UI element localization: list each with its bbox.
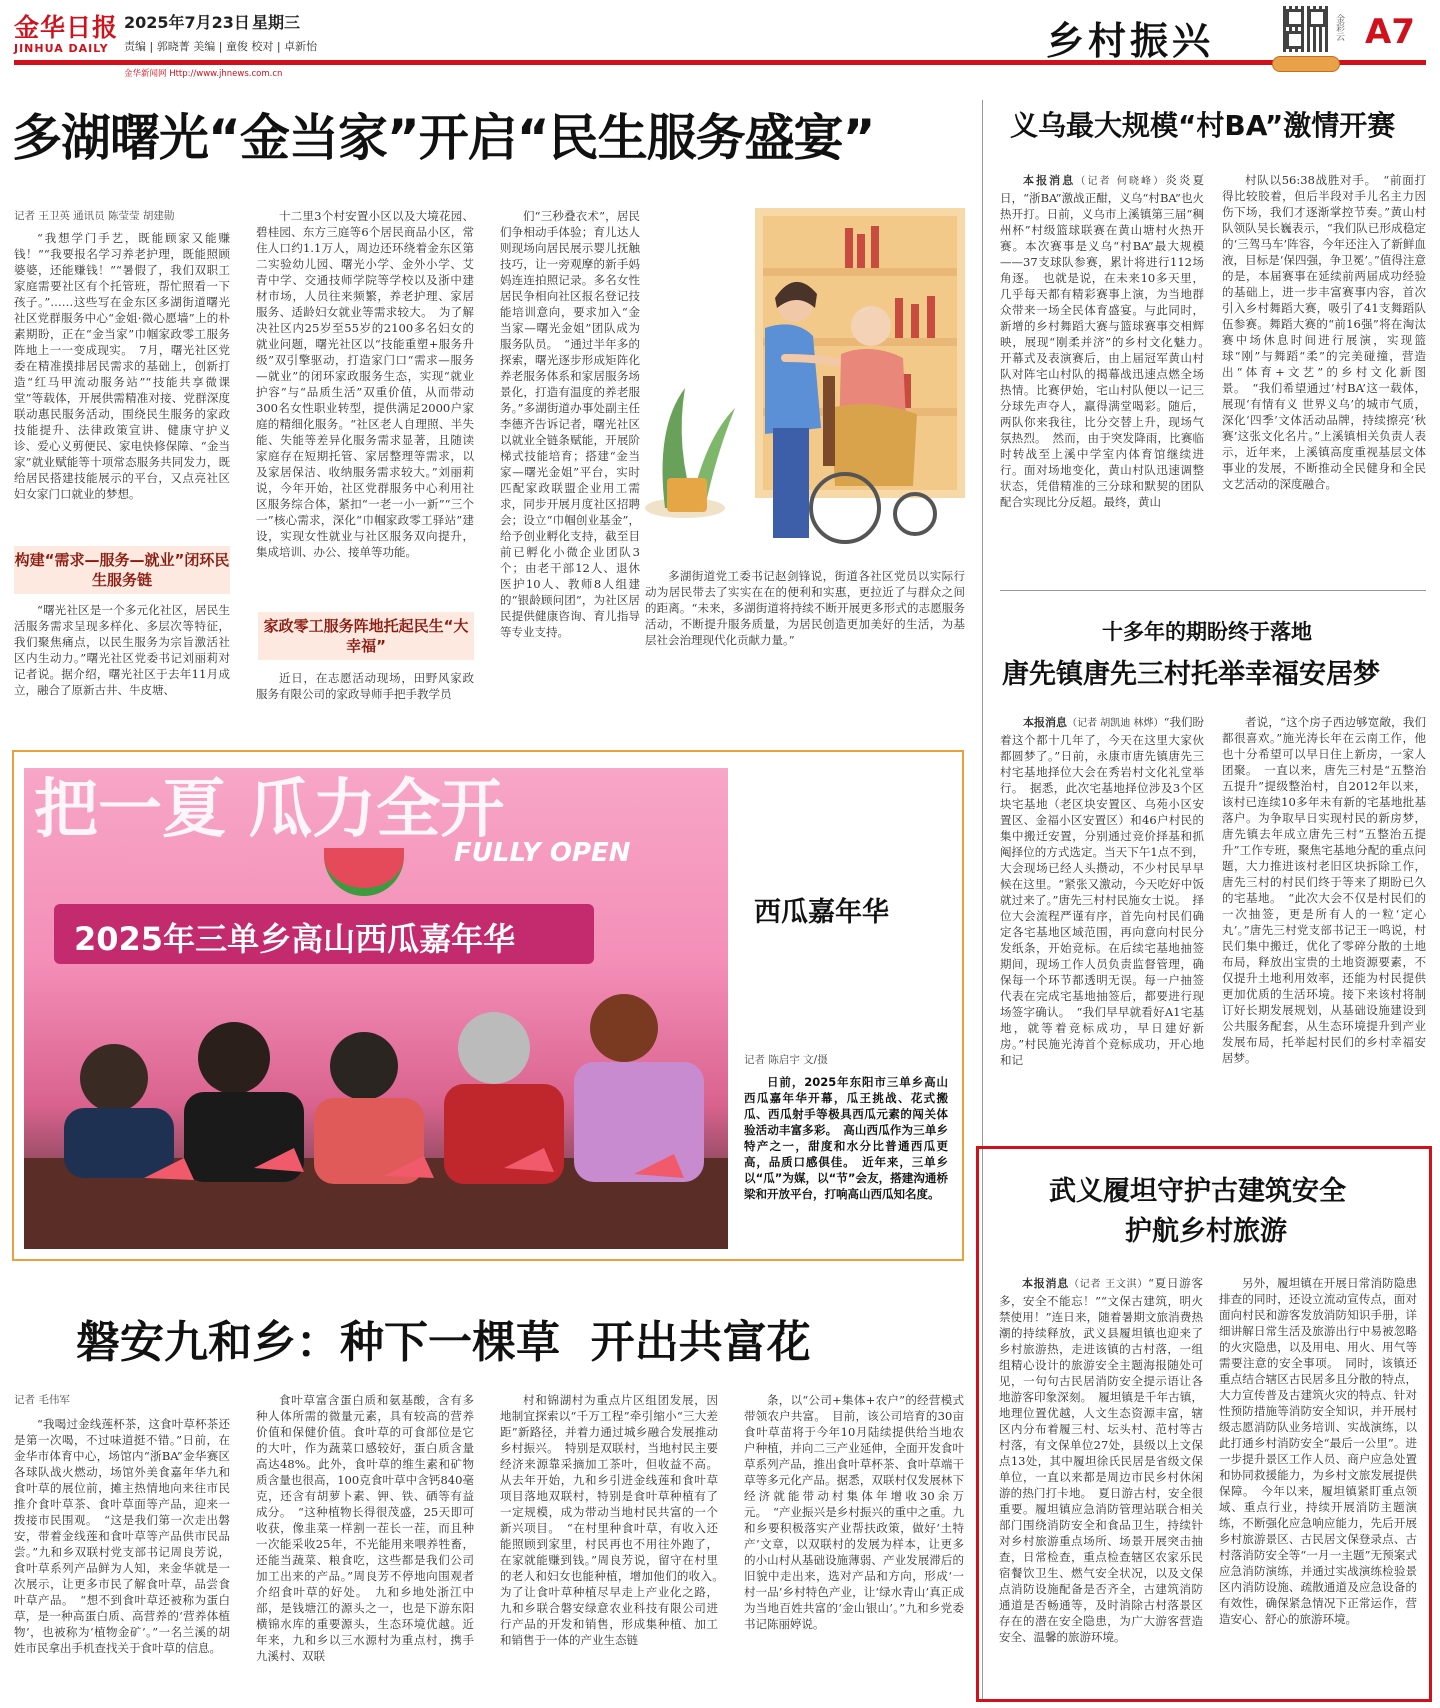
- right-divider-1: [1000, 590, 1426, 591]
- right3-headline-l1: 武义履坦守护古建筑安全: [1049, 1176, 1346, 1207]
- right1-reporter: （记者 何晓峰）: [1075, 176, 1166, 187]
- right1-headline: 义乌最大规模“村BA”激情开赛: [1010, 109, 1396, 142]
- qr-code-icon[interactable]: [1283, 6, 1329, 52]
- right1-col-1: 本报消息（记者 何晓峰）炎炎夏日，“浙BA”激战正酣，义乌“村BA”也火热开打。日前，义乌市上溪镇第三届“稠州杯”村级篮球联赛在黄山塘村火热开赛。本次赛事是义乌“村BA”最大规模——37支球队参赛，累计将进行112场角逐。 也就是说，在未来10多天里，几乎每天都有精彩赛事上演，为当地群众带来一场全民体育盛宴。与此同时，新增的乡村舞蹈大赛与篮球赛事交相辉映，展现“刚柔并济”的乡村文化魅力。 开幕式及表演赛后，由上届冠军黄山村队对阵宅山村队的揭幕战迅速点燃全场热情。比赛伊始，宅山村队便以一记三分球先声夺人，赢得满堂喝彩。随后，两队你来我往，比分交替上升，现场气氛热烈。 然而，由于突发降雨，比赛临时转战至上溪中学室内体育馆继续进行。面对场地变化，黄山村队迅速调整状态，凭借精准的三分球和默契的团队配合实现比分反超。最终，黄山: [1000, 173, 1216, 509]
- photo-box-caption: 日前，2025年东阳市三单乡高山西瓜嘉年华开幕，瓜王挑战、花式搬瓜、西瓜射手等极具西瓜元素的闯关体验活动丰富多彩。 高山西瓜作为三单乡特产之一，甜度和水分比普通西瓜更高，品质口感俱佳。 近年来，三单乡以“瓜”为媒，以“节”会友，搭建沟通桥梁和开放平台，打响高山西瓜知名度。: [744, 1075, 948, 1201]
- right3-headline-l2: 护航乡村旅游: [1125, 1216, 1287, 1247]
- lead-col-1: “我想学门手艺，既能顾家又能赚钱！”“我要报名学习养老护理，既能照顾婆婆，还能赚钱！”“暑假了，我们双职工家庭需要社区有个托管班，帮忙照看一下孩子。”……这些写在金东区多湖街道曙光社区党群服务中心“金姐·微心愿墙”上的朴素期盼，正在“金当家”巾帼家政零工服务阵地上一一变成现实。 7月，曙光社区党委在精准摸排居民需求的基础上，创新打造“红马甲流动服务站”“技能共享微课堂”等载体，开展供需精准对接、党群深度联动惠民服务活动，围绕民生服务的家政技能提升、法律政策宣讲、健康守护义诊、爱心义剪便民、家电快修保障、“金当家”就业赋能等十项常态服务共同发力，既给居民搭建技能展示的平台，又点亮社区妇女家门口就业的梦想。: [14, 231, 230, 501]
- watermelon-slice-icon: [324, 848, 404, 896]
- page-number: A7: [1365, 12, 1415, 52]
- newspaper-logo[interactable]: 金华日报: [14, 13, 119, 42]
- decorative-seal: [1272, 56, 1340, 72]
- photo-crowd: [24, 1008, 728, 1249]
- right2-col-2: 者说，“这个房子西边够宽敞，我们都很喜欢。”施光涛长年在云南工作，他也十分希望可以早日住上新房，一家人团聚。 一直以来，唐先三村是“五整治五提升”提级整治村，自2012年以来，该村已连续10多年未有新的宅基地批基落户。为争取早日实现村民的新房梦，唐先镇去年成立唐先三村“五整治五提升”工作专班，聚焦宅基地分配的重点问题，大力推进该村老旧区块拆除工作，唐先三村的村民们终于等来了期盼已久的宅基地。 “此次大会不仅是村民们的一次抽签，更是所有人的一粒‘定心丸’。”唐先三村党支部书记王一鸣说，村民们集中搬迁，优化了零碎分散的土地布局，释放出宝贵的土地资源要素，不仅提升土地利用效率，还能为村民提供更加优质的生活环境。接下来该村将制订好长期发展规划，从基础设施建设到公共服务配套，从生态环境提升到产业发展布局，托举起村民们的乡村幸福安居梦。: [1222, 715, 1426, 1065]
- elderly-care-illustration: [645, 208, 965, 564]
- right1-col-2: 村队以56:38战胜对手。 “前面打得比较胶着，但后半段对手儿名主力因伤下场，我们才逐渐掌控节奏。”黄山村队领队吴长巍表示，“我们队已形成稳定的‘三驾马车’阵容，今年还注入了新鲜血液，目标是‘保四强，争卫冕’。”值得注意的是，本届赛事在延续前两届成功经验的基础上，进一步丰富赛事内容，首次引入乡村舞蹈大赛，吸引了41支舞蹈队伍参赛。舞蹈大赛的“前16强”将在淘汰赛中场休息时间进行展演，实现篮球“刚”与舞蹈“柔”的完美碰撞，营造出“体育+文艺”的乡村文化新图景。 “我们希望通过‘村BA’这一载体，展现‘有情有义 世界义乌’的城市气质，深化‘四季’文体活动品牌，持续擦亮‘秋赛’这张文化名片。”上溪镇相关负责人表示，近年来，上溪镇高度重视基层文体事业的发展，不断推动全民健身和全民文艺活动的深度融合。: [1222, 173, 1426, 491]
- bottom-col-4: 条，以“公司+集体+农户”的经营模式带领农户共富。 目前，该公司培育的30亩食叶草苗将于今年10月陆续提供给当地农户种植，并向二三产业延伸，全面开发食叶草系列产品，推出食叶草杯茶、食叶草端干草等多元化产品。据悉，双联村仅发展林下经济就能带动村集体年增收30余万元。 “产业振兴是乡村振兴的重中之重。九和乡要积极落实产业帮扶政策，做好‘土特产’文章，以双联村的发展为样本，让更多的小山村从基础设施薄弱、产业发展滞后的旧貌中走出来，选对产品和方向，形成‘一村一品’乡村特色产业，让‘绿水青山’真正成为当地百姓共富的‘金山银山’。”九和乡党委书记陈丽婷说。: [744, 1393, 964, 1631]
- photo-banner-top: 把一夏 瓜力全开: [34, 773, 505, 847]
- website-link[interactable]: 金华新闻网 Http://www.jhnews.com.cn: [124, 69, 283, 79]
- right3-col-1: 本报消息（记者 王文淇）“夏日游客多，安全不能忘！”“文保古建筑，明火禁使用！”连日来，随着暑期文旅消费热潮的持续释放，武义县履坦镇也迎来了乡村旅游热，走进该镇的古村落，一组组精心设计的旅游安全主题海报随处可见，一句句古民居消防安全提示语让各地游客印象深刻。 履坦镇是千年古镇，地理位置优越，人文生态资源丰富，辖区内分布着履三村、坛头村、范村等古村落，有文保单位27处，县级以上文保点13处，其中履坦徐氏民居是省级文保单位，一直以来都是周边市民乡村休闲游的热门打卡地。 夏日游古村，安全很重要。履坦镇应急消防管理站联合相关部门围绕消防安全和食品卫生，持续针对乡村旅游重点场所、场景开展突击抽查，日常检查，重点检查辖区农家乐民宿餐饮卫生、燃气安全状况，以及文保点消防设施配备是否齐全，古建筑消防通道是否畅通等，及时消除古村落景区存在的潜在安全隐患，为广大游客营造安全、温馨的旅游环境。: [999, 1276, 1203, 1644]
- red-rule: [14, 60, 1426, 65]
- lead-col-3: 们“三秒叠衣术”，居民们争相动手体验；育儿达人则现场向居民展示婴儿抚触技巧，让一旁观摩的新手妈妈连连拍照记录。多名女性居民争相向社区报名登记技能培训意向，要求加入“金当家—曙光金姐”团队成为服务队员。 “通过半年多的探索，曙光逐步形成矩阵化养老服务体系和家居服务场景化，打造有温度的养老服务。”多湖街道办事处副主任李德齐告诉记者，曙光社区以就业全链条赋能，开展阶梯式技能培育；搭建“金当家—曙光金姐”平台，实时匹配家政联盟企业用工需求，同步开展月度社区招聘会；设立“巾帼创业基金”，给予创业孵化支持，截至目前已孵化小微企业团队3个；由老干部12人、退休医护10人、教师8人组建的“银龄顾问团”，为社区居民提供健康咨询、育儿指导等专业支持。: [500, 209, 640, 639]
- photo-box-byline: 记者 陈启宇 文/摄: [744, 1054, 828, 1066]
- watermelon-festival-photo[interactable]: [24, 768, 728, 1249]
- qr-label: 金彩云: [1334, 14, 1344, 41]
- lead-subhead-2: 家政零工服务阵地托起民生“大幸福”: [258, 612, 474, 660]
- lead-byline: 记者 王卫英 通讯员 陈莹莹 胡建勋: [14, 210, 175, 222]
- photo-banner: 2025年三单乡高山西瓜嘉年华: [54, 904, 594, 964]
- right2-col-1: 本报消息（记者 胡凯迪 林烨）“我们盼着这个都十几年了，今天在这里大家伙都圆梦了。”日前，永康市唐先镇唐先三村宅基地择位大会在秀岩村文化礼堂举行。 据悉，此次宅基地择位涉及3个区块宅基地（老区块安置区、乌苑小区安置区、金福小区安置区）和46户村民的集中搬迁安置，分别通过竞价择基和抓阄择位的方式选定。当天下午1点不到，大会现场已经人头攒动，不少村民早早候在这里。“紧张又激动，今天吃好中饭就过来了。”唐先三村村民施女士说。 择位大会流程严谨有序，首先向村民们确定各宅基地区域范围，再向意向村民分发纸条，开始竞标。在后续宅基地抽签期间，现场工作人员负责监督管理，确保每一个环节都透明无误。每一户抽签代表在完成宅基地抽签后，都要进行现场签字确认。 “我们早早就看好A1宅基地，就等着竞标成功，早日建好新房。”村民施光涛首个竞标成功，开心地和记: [1000, 715, 1204, 1067]
- bottom-byline: 记者 毛伟军: [14, 1394, 70, 1406]
- section-title: 乡村振兴: [1046, 19, 1215, 63]
- issue-weekday: 星期三: [252, 13, 301, 32]
- lead-col-4: 多湖街道党工委书记赵剑锋说，街道各社区党员以实际行动为居民带去了实实在在的便利和实惠，更拉近了与群众之间的距离。“未来，多湖街道将持续不断开展更多形式的志愿服务活动，不断提升服务质量，为居民创造更加美好的生活，为基层社会治理现代化贡献力量。”: [645, 569, 965, 647]
- right3-col-2: 另外，履坦镇在开展日常消防隐患排查的同时，还设立流动宣传点，面对面向村民和游客发放消防知识手册，详细讲解日常生活及旅游出行中易被忽略的火灾隐患，以及用电、用火、用气等需要注意的安全事项。 同时，该镇还重点结合辖区古民居多且分散的特点，大力宣传普及古建筑火灾的特点、针对性预防措施等消防安全知识，并开展村级志愿消防队业务培训、实战演练，以此打通乡村消防安全“最后一公里”。进一步提升景区工作人员、商户应急处置和协同救援能力，为乡村文旅发展提供保障。 今年以来，履坦镇紧盯重点领域、重点行业，持续开展消防主题演练，不断强化应急响应能力，先后开展乡村旅游景区、古民居文保登录点、古村落消防安全等“一月一主题”无预案式应急消防演练，并通过实战演练检验景区内消防设施、疏散通道及应急设备的有效性，确保紧急情况下正常运作，营造安心、舒心的旅游环境。: [1219, 1276, 1417, 1626]
- bottom-headline: 磐安九和乡：种下一棵草 开出共富花: [76, 1317, 811, 1368]
- watermelon-photo-box: [12, 750, 964, 1261]
- bottom-col-2: 食叶草富含蛋白质和氨基酸，含有多种人体所需的微量元素，具有较高的营养价值和保健价值。食叶草的可食部位是它的大叶，作为蔬菜口感较好，蛋白质含量高达48%。此外，食叶草的维生素和矿物质含量也很高，100克食叶草中含钙840毫克，还含有胡萝卜素、钾、铁、硒等有益成分。 “这种植物长得很茂盛，25天即可收获，像韭菜一样割一茬长一茬，而且种一次能采收25年，不光能用来喂养牲畜，还能当蔬菜、粮食吃，这些都是我们公司加工出来的产品。”周良芳不停地向围观者介绍食叶草的好处。 九和乡地处浙江中部，是钱塘江的源头之一，也是下游东阳横锦水库的重要源头，生态环境优越。近年来，九和乡以三水源村为重点村，携手九溪村、双联: [256, 1393, 474, 1663]
- right2-kicker: 十多年的期盼终于落地: [1102, 620, 1312, 644]
- right3-byline: 本报消息: [1022, 1277, 1069, 1290]
- editor-credits: 责编 | 郭晓菁 美编 | 童俊 校对 | 卓新怡: [124, 40, 318, 53]
- right3-reporter: （记者 王文淇）: [1068, 1279, 1149, 1290]
- right2-headline: 唐先镇唐先三村托举幸福安居梦: [1002, 659, 1380, 690]
- right1-byline: 本报消息: [1023, 174, 1076, 187]
- right-article-3-box: [976, 1146, 1432, 1702]
- lead-subhead-1: 构建“需求—服务—就业”闭环民生服务链: [14, 546, 230, 594]
- photo-fully-open: FULLY OPEN: [454, 838, 631, 868]
- lead-col-2b: 近日，在志愿活动现场，田野风家政服务有限公司的家政导师手把手教学员: [256, 671, 474, 701]
- bottom-col-1: “我喝过金线莲杯茶，这食叶草杯茶还是第一次喝，不过味道挺不错。”日前，在金华市体育中心，场馆内“浙BA”金华赛区各球队战火燃动，场馆外美食嘉年华九和食叶草的展位前，摊主热情地向来往市民推介食叶草茶、食叶草面等产品，迎来一拨接市民围观。 “这是我们第一次走出磐安，带着金线莲和食叶草等产品供市民品尝。”九和乡双联村党支部书记周良芳说，食叶草系列产品鲜为人知，来金华就是一次展示，让更多市民了解食叶草，品尝食叶草产品。 “想不到食叶草还被称为蛋白草，是一种高蛋白质、高营养的‘营养体植物’，也被称为‘植物金矿’。”一名兰溪的胡姓市民拿出手机查找关于食叶草的信息。: [14, 1417, 230, 1655]
- right2-reporter: （记者 胡凯迪 林烨）: [1067, 718, 1164, 729]
- lead-col-2: 十二里3个村安置小区以及大境花园、碧桂园、东方三庭等6个居民商品小区，常住人口约1.1万人，周边还环绕着金东区第二实验幼儿园、曙光小学、金外小学、艾青中学、交通技师学院等学校以及浙中建材市场，人员往来频繁，养老护理、家居服务、适龄妇女就业等需求较大。 为了解决社区内25岁至55岁的2100多名妇女的就业问题，曙光社区以“技能重塑+服务升级”双引擎驱动，打造家门口“需求—服务—就业”的闭环家政服务生态，实现“就业护容”与“品质生活”双重价值，从而带动300名女性职业转型，提供满足2000户家庭的精细化服务。“社区老人自理照、半失能、失能等差异化服务需求显著，且随读家庭存在短期托管、家居整理等需求，以及家居保洁、收纳服务需求较大。”刘丽莉说，今年开始，社区党群服务中心利用社区服务综合体，紧扣“一老一小一新”“三个一”核心需求，深化“巾帼家政零工驿站”建设，实现女性就业与社区服务双向提升，集成培训、办公、接单等功能。: [256, 209, 474, 559]
- right2-byline: 本报消息: [1023, 716, 1068, 729]
- issue-date: 2025年7月23日: [124, 13, 250, 32]
- lead-headline: 多湖曙光“金当家”开启“民生服务盛宴”: [12, 109, 875, 167]
- photo-box-title: 西瓜嘉年华: [754, 897, 889, 928]
- lead-col-1b: “曙光社区是一个多元化社区，居民生活服务需求呈现多样化、多层次等特征，我们聚焦痛点，以民生服务为宗旨激活社区内生动力。”曙光社区党委书记刘丽莉对记者说。据介绍，曙光社区于去年11月成立，融合了原新古井、牛皮塘、: [14, 603, 230, 697]
- bottom-col-3: 村和锦湖村为重点片区组团发展，因地制宜探索以“千万工程”牵引缩小“三大差距”新路径，并着力通过城乡融合发展推动乡村振兴。 特别是双联村，当地村民主要经济来源靠采摘加工茶叶，但收益不高。从去年开始，九和乡引进金线莲和食叶草项目落地双联村，特别是食叶草种植有了一定规模，成为带动当地村民共富的一个新兴项目。 “在村里种食叶草，有收入还能照顾到家里，村民再也不用往外跑了，在家就能赚到钱。”周良芳说，留守在村里的老人和妇女也能种植，增加他们的收入。 为了让食叶草种植尽早走上产业化之路，九和乡联合磐安绿意农业科技有限公司进行产品的开发和销售，形成集种植、加工和销售于一体的产业生态链: [500, 1393, 730, 1647]
- newspaper-logo-en: JINHUA DAILY: [14, 42, 109, 55]
